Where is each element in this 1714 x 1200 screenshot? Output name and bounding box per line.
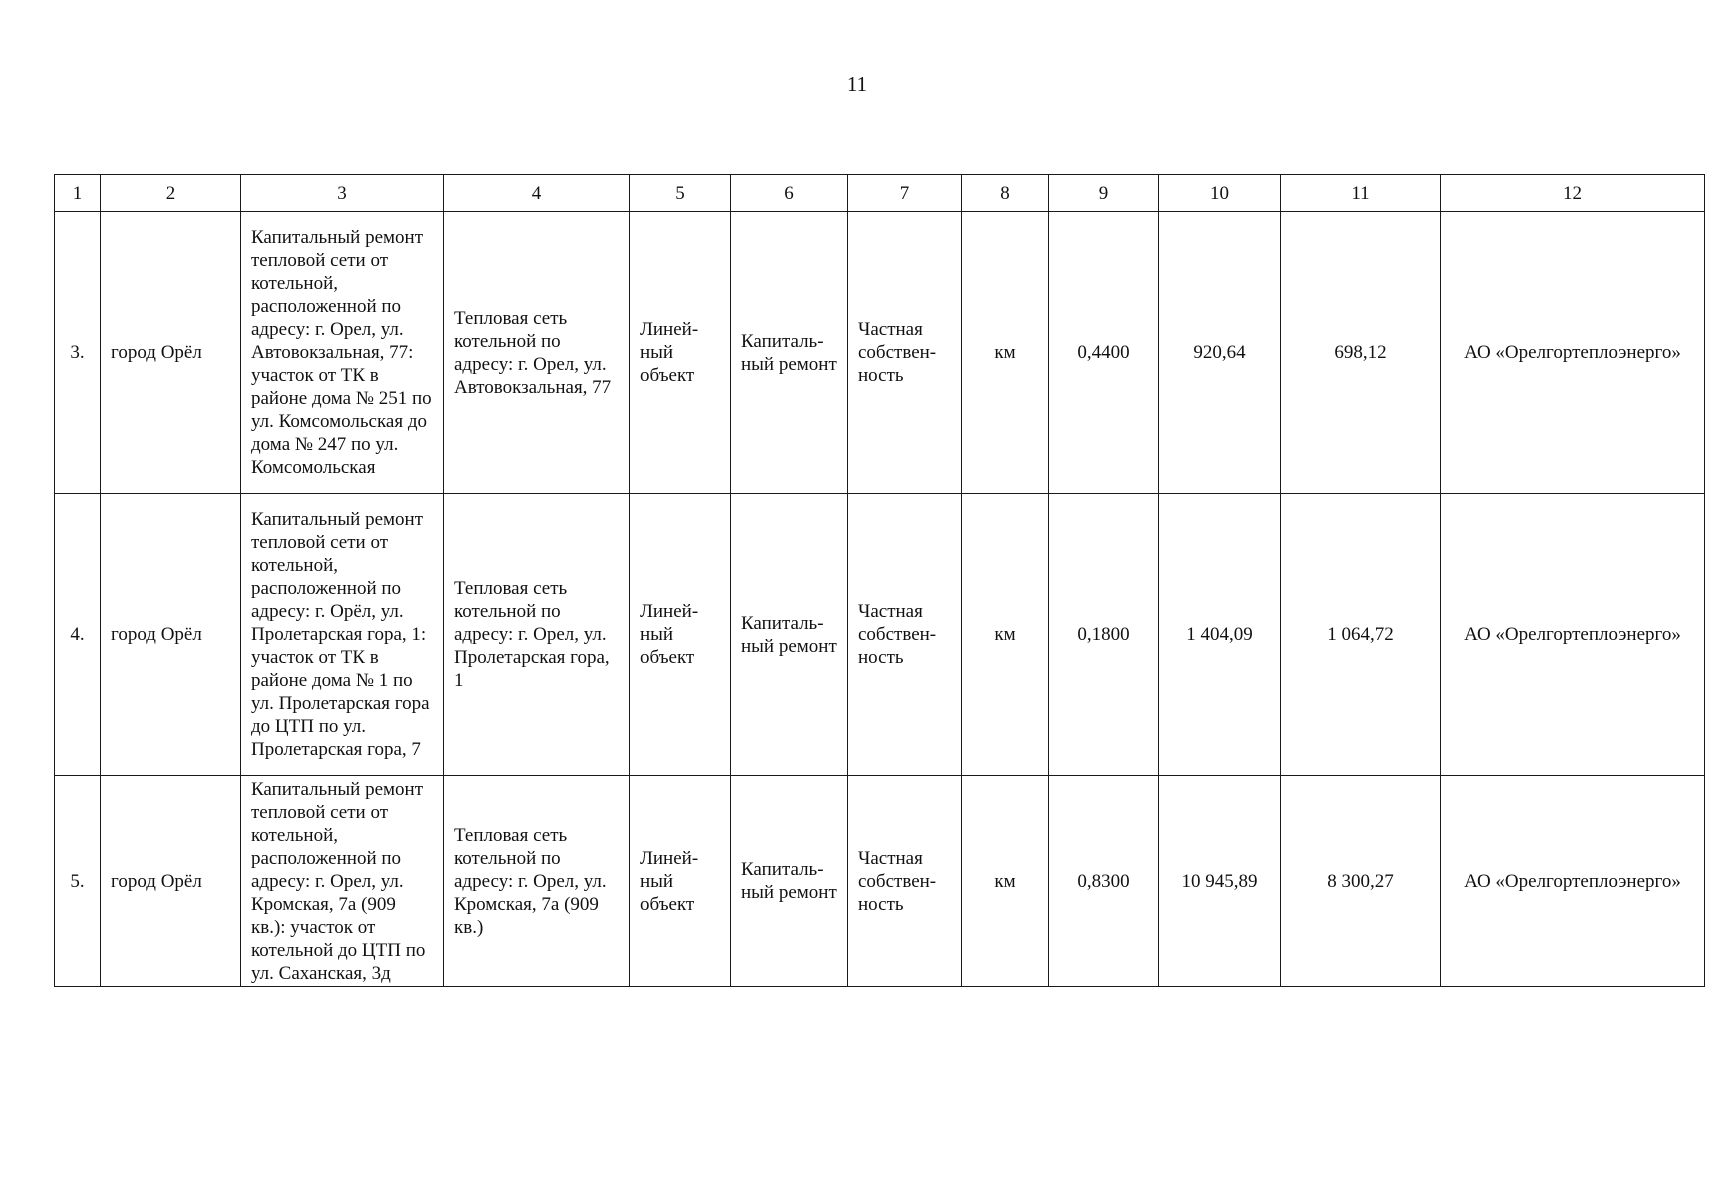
column-header: 8 xyxy=(962,175,1049,212)
table-row xyxy=(55,494,1705,776)
column-header: 5 xyxy=(630,175,731,212)
locality-cell: город Орёл xyxy=(101,212,241,494)
column-header: 2 xyxy=(101,175,241,212)
table-row xyxy=(55,776,1705,987)
row-number: 3. xyxy=(55,212,101,494)
col11-cell: 698,12 xyxy=(1281,212,1441,494)
object-cell: Тепловая сеть котельной по адресу: г. Орел, ул. Автовокзальная, 77 xyxy=(444,212,630,494)
unit-cell: км xyxy=(962,776,1049,987)
ownership-cell: Частная собствен-ность xyxy=(848,494,962,776)
row-number: 5. xyxy=(55,776,101,987)
column-header: 12 xyxy=(1441,175,1705,212)
organization-cell: АО «Орелгортеплоэнерго» xyxy=(1441,776,1705,987)
work-type-cell: Капиталь-ный ремонт xyxy=(731,212,848,494)
work-type-cell: Капиталь-ный ремонт xyxy=(731,776,848,987)
object-cell: Тепловая сеть котельной по адресу: г. Орел, ул. Кромская, 7а (909 кв.) xyxy=(444,776,630,987)
locality-cell: город Орёл xyxy=(101,494,241,776)
column-header: 7 xyxy=(848,175,962,212)
column-header: 9 xyxy=(1049,175,1159,212)
header-row xyxy=(55,175,1705,212)
page-number: 11 xyxy=(846,72,868,96)
work-description-cell: Капитальный ремонт тепловой сети от котельной, расположенной по адресу: г. Орел, ул. Кромская, 7а (909 кв.): участок от котельной до ЦТП по ул. Саханская, 3д xyxy=(241,776,444,987)
object-cell: Тепловая сеть котельной по адресу: г. Орел, ул. Пролетарская гора, 1 xyxy=(444,494,630,776)
ownership-cell: Частная собствен-ность xyxy=(848,212,962,494)
locality-cell: город Орёл xyxy=(101,776,241,987)
length-cell: 0,4400 xyxy=(1049,212,1159,494)
data-table xyxy=(54,174,1705,987)
length-cell: 0,1800 xyxy=(1049,494,1159,776)
work-description-cell: Капитальный ремонт тепловой сети от котельной, расположенной по адресу: г. Орел, ул. Автовокзальная, 77: участок от ТК в районе дома № 251 по ул. Комсомольская до дома № 247 по ул. Комсомольская xyxy=(241,212,444,494)
work-type-cell: Капиталь-ный ремонт xyxy=(731,494,848,776)
column-header: 6 xyxy=(731,175,848,212)
column-header: 10 xyxy=(1159,175,1281,212)
col10-cell: 10 945,89 xyxy=(1159,776,1281,987)
unit-cell: км xyxy=(962,212,1049,494)
object-type-cell: Линей-ный объект xyxy=(630,494,731,776)
col10-cell: 1 404,09 xyxy=(1159,494,1281,776)
length-cell: 0,8300 xyxy=(1049,776,1159,987)
organization-cell: АО «Орелгортеплоэнерго» xyxy=(1441,494,1705,776)
table-row xyxy=(55,212,1705,494)
ownership-cell: Частная собствен-ность xyxy=(848,776,962,987)
column-header: 4 xyxy=(444,175,630,212)
column-header: 11 xyxy=(1281,175,1441,212)
col11-cell: 8 300,27 xyxy=(1281,776,1441,987)
unit-cell: км xyxy=(962,494,1049,776)
col11-cell: 1 064,72 xyxy=(1281,494,1441,776)
column-header: 3 xyxy=(241,175,444,212)
organization-cell: АО «Орелгортеплоэнерго» xyxy=(1441,212,1705,494)
object-type-cell: Линей-ный объект xyxy=(630,776,731,987)
column-header: 1 xyxy=(55,175,101,212)
col10-cell: 920,64 xyxy=(1159,212,1281,494)
object-type-cell: Линей-ный объект xyxy=(630,212,731,494)
work-description-cell: Капитальный ремонт тепловой сети от котельной, расположенной по адресу: г. Орёл, ул. Пролетарская гора, 1: участок от ТК в районе дома № 1 по ул. Пролетарская гора до ЦТП по ул. Пролетарская гора, 7 xyxy=(241,494,444,776)
row-number: 4. xyxy=(55,494,101,776)
